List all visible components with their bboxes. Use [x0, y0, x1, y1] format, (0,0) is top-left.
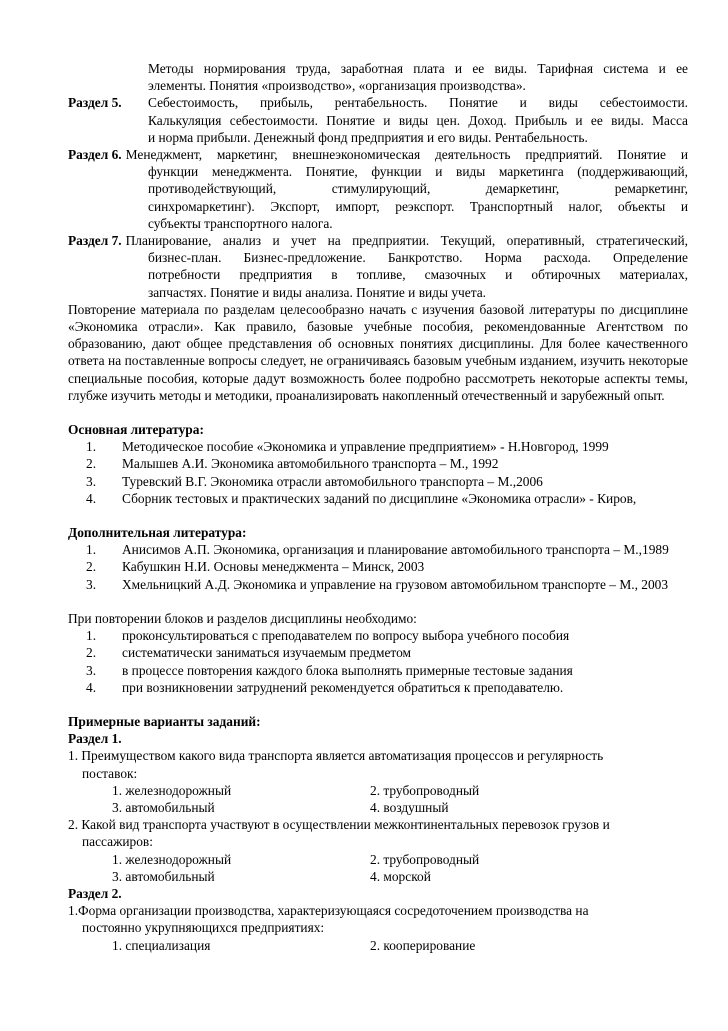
list-item: 3. Хмельницкий А.Д. Экономика и управление на грузовом автомобильном транспорте – М., 2003: [86, 576, 669, 592]
question-3: [68, 902, 688, 954]
section-label: Раздел 6.: [68, 147, 122, 163]
answer-option: 4. морской: [370, 868, 431, 884]
list-item: 3. Туревский В.Г. Экономика отрасли автомобильного транспорта – М.,2006: [86, 473, 543, 489]
answer-option: 4. воздушный: [370, 799, 449, 815]
task-section-1: Раздел 1.: [68, 731, 122, 747]
question-text: 1.Форма организации производства, характеризующаяся сосредоточением производства на: [68, 903, 589, 919]
list-item: 2. Кабушкин Н.И. Основы менеджмента – Минск, 2003: [86, 559, 425, 575]
intro-line: элементы. Понятия «производство», «организация производства».: [148, 78, 526, 94]
list-item: 2. систематически заниматься изучаемым предметом: [86, 645, 412, 661]
answer-option: 1. специализация: [112, 937, 211, 953]
list-item: 1. Анисимов А.П. Экономика, организация и планирование автомобильного транспорта – М.,1989: [86, 542, 669, 558]
section-text: синхромаркетинг). Экспорт, импорт, реэкспорт. Транспортный налог, объекты и: [148, 198, 688, 214]
section-text: и норма прибыли. Денежный фонд предприятия и его виды. Рентабельность.: [148, 129, 588, 145]
options-row: [68, 937, 688, 954]
main-literature-heading: Основная литература:: [68, 422, 204, 438]
review-list: [68, 627, 688, 696]
list-item: 2. Малышев А.И. Экономика автомобильного транспорта – М., 1992: [86, 456, 499, 472]
list-item: 3. в процессе повторения каждого блока выполнять примерные тестовые задания: [86, 662, 573, 678]
list-item: 4. Сборник тестовых и практических заданий по дисциплине «Экономика отрасли» - Киров,: [86, 490, 637, 506]
document-page: [68, 60, 688, 954]
task-section-2: Раздел 2.: [68, 885, 122, 901]
options-row: [68, 799, 688, 816]
list-item: 1. проконсультироваться с преподавателем по вопросу выбора учебного пособия: [86, 628, 570, 644]
review-intro: При повторении блоков и разделов дисциплины необходимо:: [68, 610, 417, 626]
answer-option: 2. кооперирование: [370, 937, 476, 953]
question-text: 2. Какой вид транспорта участвуют в осуществлении межконтинентальных перевозок грузов и: [68, 817, 610, 833]
section-7: [68, 232, 688, 301]
section-label: Раздел 5.: [68, 95, 122, 111]
section-text: субъекты транспортного налога.: [148, 215, 333, 231]
question-text: постоянно укрупняющихся предприятиях:: [82, 920, 325, 936]
section-text: Планирование, анализ и учет на предприятии. Текущий, оперативный, стратегический,: [125, 233, 688, 249]
list-item: 1. Методическое пособие «Экономика и управление предприятием» - Н.Новгород, 1999: [86, 439, 609, 455]
section-text: запчастях. Понятие и виды анализа. Понятие и виды учета.: [148, 284, 487, 300]
body-paragraph: Повторение материала по разделам целесообразно начать с изучения базовой литературы по дисциплине «Экономика отрасли». Как правило, базовые учебные пособия, рекомендованные Агентством по образованию, дают общее представления об основных понятиях дисциплины. Для более качественного ответа на поставленные вопросы следует, не ограничиваясь базовым учебным изданием, изучить некоторые специальные пособия, которые дадут возможность более подробно рассмотреть некоторые аспекты темы, глубже изучить методы и методики, проанализировать накопленный отечественный и зарубежный опыт.: [68, 301, 688, 403]
answer-option: 3. автомобильный: [112, 799, 215, 815]
section-text: противодействующий, стимулирующий, демаркетинг, ремаркетинг,: [148, 181, 688, 197]
options-row: [68, 851, 688, 868]
section-text: функции менеджмента. Понятие, функции и виды маркетинга (поддерживающий,: [148, 164, 688, 180]
tasks-heading: Примерные варианты заданий:: [68, 713, 261, 729]
answer-option: 3. автомобильный: [112, 868, 215, 884]
section-label: Раздел 7.: [68, 233, 122, 249]
extra-literature-heading: Дополнительная литература:: [68, 525, 247, 541]
options-row: [68, 782, 688, 799]
question-text: пассажиров:: [82, 834, 153, 850]
question-2: [68, 816, 688, 885]
answer-option: 2. трубопроводный: [370, 851, 480, 867]
list-item: 4. при возникновении затруднений рекомендуется обратиться к преподавателю.: [86, 679, 564, 695]
question-text: поставок:: [82, 765, 138, 781]
question-1: [68, 747, 688, 816]
answer-option: 1. железнодорожный: [112, 782, 232, 798]
section-text: Менеджмент, маркетинг, внешнеэкономическая деятельность предприятий. Понятие и: [125, 147, 688, 163]
answer-option: 2. трубопроводный: [370, 782, 480, 798]
extra-literature-list: [68, 541, 688, 593]
section-text: Себестоимость, прибыль, рентабельность. Понятие и виды себестоимости.: [148, 95, 688, 111]
answer-option: 1. железнодорожный: [112, 851, 232, 867]
section-6: [68, 146, 688, 232]
question-text: 1. Преимуществом какого вида транспорта является автоматизация процессов и регулярность: [68, 748, 604, 764]
options-row: [68, 868, 688, 885]
section-5: [68, 94, 688, 146]
intro-line: Методы нормирования труда, заработная плата и ее виды. Тарифная система и ее: [148, 61, 688, 76]
main-literature-list: [68, 438, 688, 507]
section-text: бизнес-план. Бизнес-предложение. Банкротство. Норма расхода. Определение: [148, 250, 688, 266]
section-text: потребности предприятия в топливе, смазочных и обтирочных материалах,: [148, 267, 688, 283]
section-text: Калькуляция себестоимости. Понятие и виды цен. Доход. Прибыль и ее виды. Масса: [148, 112, 688, 128]
